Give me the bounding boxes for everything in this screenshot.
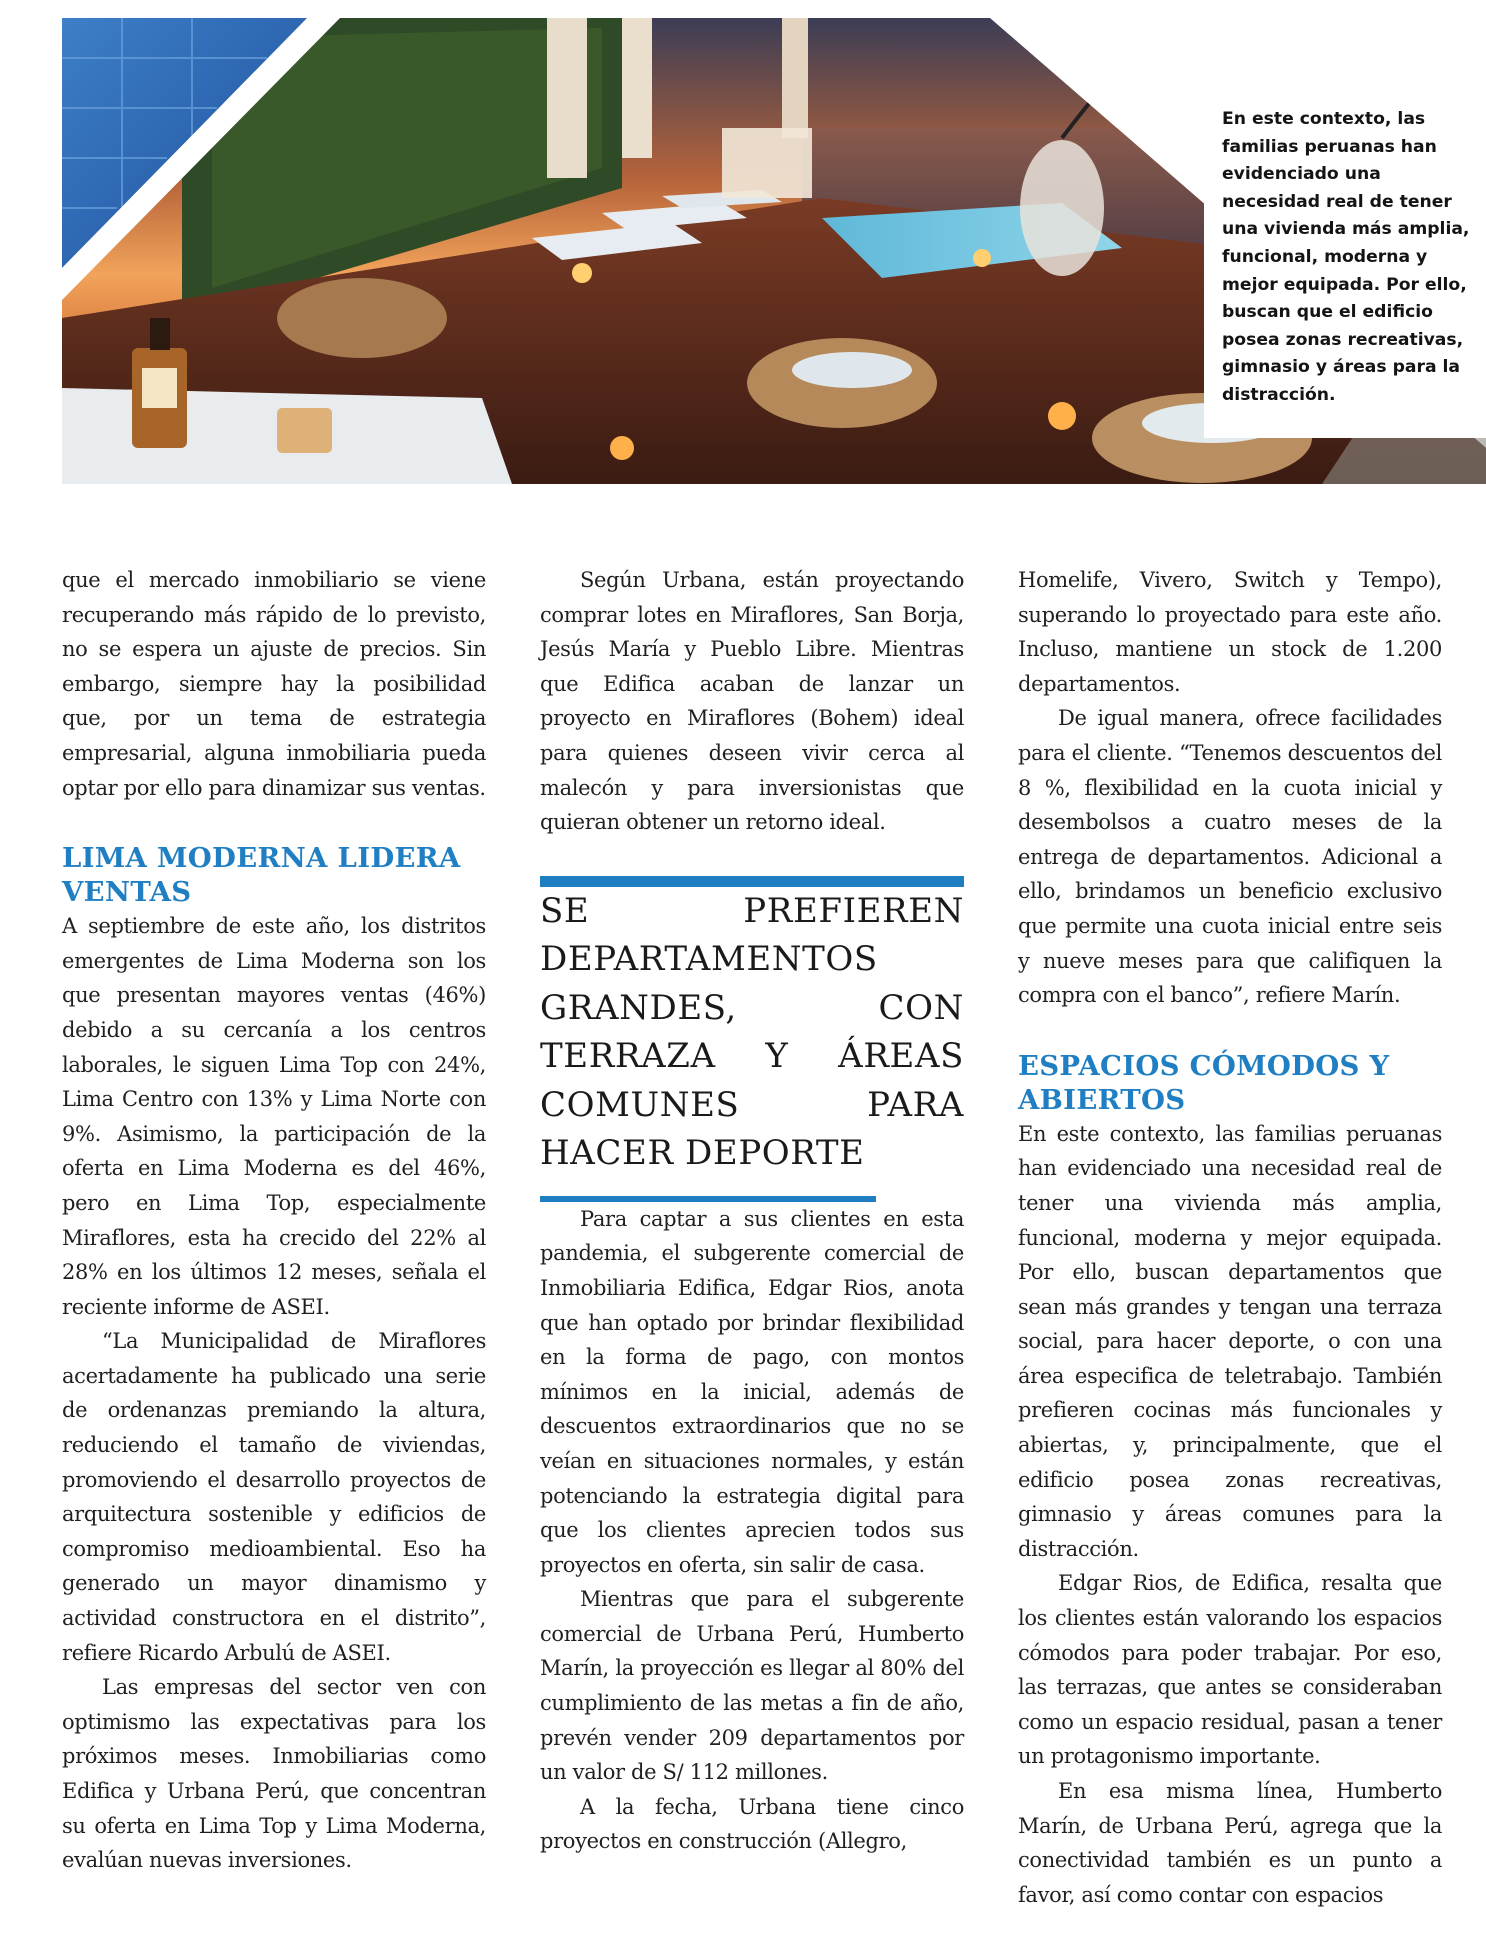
pull-quote-rule-top xyxy=(540,876,964,887)
paragraph: Homelife, Vivero, Switch y Tempo), superando lo proyectado para este año. Incluso, mantiene un stock de 1.200 departamentos. xyxy=(1018,568,1442,696)
pull-quote-rule-bottom xyxy=(540,1196,876,1202)
paragraph: En este contexto, las familias peruanas han evidenciado una necesidad real de tener una vivienda más amplia, funcional, moderna y mejor equipada. Por ello, buscan departamentos que sean más grandes y tengan una terraza social, para hacer deporte, o con una área especifica de teletrabajo. También prefieren cocinas más funcionales y abiertas, y, principalmente, que el edificio posea zonas recreativas, gimnasio y áreas comunes para la distracción. xyxy=(1018,1121,1442,1561)
paragraph: Mientras que para el subgerente comercial de Urbana Perú, Humberto Marín, la proyección es llegar al 80% del cumplimiento de las metas a fin de año, prevén vender 209 departamentos por un valor de S/ 112 millones. xyxy=(540,1587,964,1785)
hero-photo xyxy=(62,18,1486,484)
section-heading: LIMA MODERNA LIDERA VENTAS xyxy=(62,842,461,909)
paragraph: “La Municipalidad de Miraflores acertadamente ha publicado una serie de ordenanzas premiando la altura, reduciendo el tamaño de viviendas, promoviendo el desarrollo proyectos de arquitectura sostenible y edificios de compromiso medioambiental. Eso ha generado un mayor dinamismo y actividad constructora en el distrito”, refiere Ricardo Arbulú de ASEI. xyxy=(62,1329,486,1665)
article-column-2 xyxy=(540,563,964,1859)
section-heading: ESPACIOS CÓMODOS Y ABIERTOS xyxy=(1018,1049,1390,1116)
paragraph: Según Urbana, están proyectando comprar lotes en Miraflores, San Borja, Jesús María y Pueblo Libre. Mientras que Edifica acaban de lanzar un proyecto en Miraflores (Bohem) ideal para quienes deseen vivir cerca al malecón y para inversionistas que quieran obtener un retorno ideal. xyxy=(540,568,964,835)
pull-quote xyxy=(540,876,964,1202)
paragraph: Edgar Rios, de Edifica, resalta que los clientes están valorando los espacios cómodos para poder trabajar. Por eso, las terrazas, que antes se consideraban como un espacio residual, pasan a tener un protagonismo importante. xyxy=(1018,1571,1442,1769)
photo-caption: En este contexto, las familias peruanas han evidenciado una necesidad real de tener una vivienda más amplia, funcional, moderna y mejor equipada. Por ello, buscan que el edificio posea zonas recreativas, gimnasio y áreas para la distracción. xyxy=(1222,109,1470,405)
paragraph: En esa misma línea, Humberto Marín, de Urbana Perú, agrega que la conectividad también es un punto a favor, así como contar con espacios xyxy=(1018,1779,1442,1907)
article-column-1 xyxy=(62,563,486,1878)
paragraph: que el mercado inmobiliario se viene recuperando más rápido de lo previsto, no se espera un ajuste de precios. Sin embargo, siempre hay la posibilidad que, por un tema de estrategia empresarial, alguna inmobiliaria pueda optar por ello para dinamizar sus ventas. xyxy=(62,568,486,800)
paragraph: A septiembre de este año, los distritos emergentes de Lima Moderna son los que presentan mayores ventas (46%) debido a su cercanía a los centros laborales, le siguen Lima Top con 24%, Lima Centro con 13% y Lima Norte con 9%. Asimismo, la participación de la oferta en Lima Moderna es del 46%, pero en Lima Top, especialmente Miraflores, esta ha crecido del 22% al 28% en los últimos 12 meses, señala el reciente informe de ASEI. xyxy=(62,914,486,1319)
paragraph: A la fecha, Urbana tiene cinco proyectos en construcción (Allegro, xyxy=(540,1794,964,1854)
paragraph: Para captar a sus clientes en esta pandemia, el subgerente comercial de Inmobiliaria Edifica, Edgar Rios, anota que han optado por brindar flexibilidad en la forma de pago, con montos mínimos en la inicial, además de descuentos extraordinarios que no se veían en situaciones normales, y están potenciando la estrategia digital para que los clientes aprecien todos sus proyectos en oferta, sin salir de casa. xyxy=(540,1206,964,1577)
photo-caption-box xyxy=(1204,92,1486,438)
paragraph: Las empresas del sector ven con optimismo las expectativas para los próximos meses. Inmobiliarias como Edifica y Urbana Perú, que concentran su oferta en Lima Top y Lima Moderna, evalúan nuevas inversiones. xyxy=(62,1675,486,1873)
article-column-3 xyxy=(1018,563,1442,1912)
paragraph: De igual manera, ofrece facilidades para el cliente. “Tenemos descuentos del 8 %, flexibilidad en la cuota inicial y desembolsos a cuatro meses de la entrega de departamentos. Adicional a ello, brindamos un beneficio exclusivo que permite una cuota inicial entre seis y nueve meses para que califiquen la compra con el banco”, refiere Marín. xyxy=(1018,706,1442,1008)
pull-quote-text: SE PREFIEREN DEPARTAMENTOS GRANDES, CON TERRAZA Y ÁREAS COMUNES PARA HACER DEPORTE xyxy=(540,890,964,1174)
